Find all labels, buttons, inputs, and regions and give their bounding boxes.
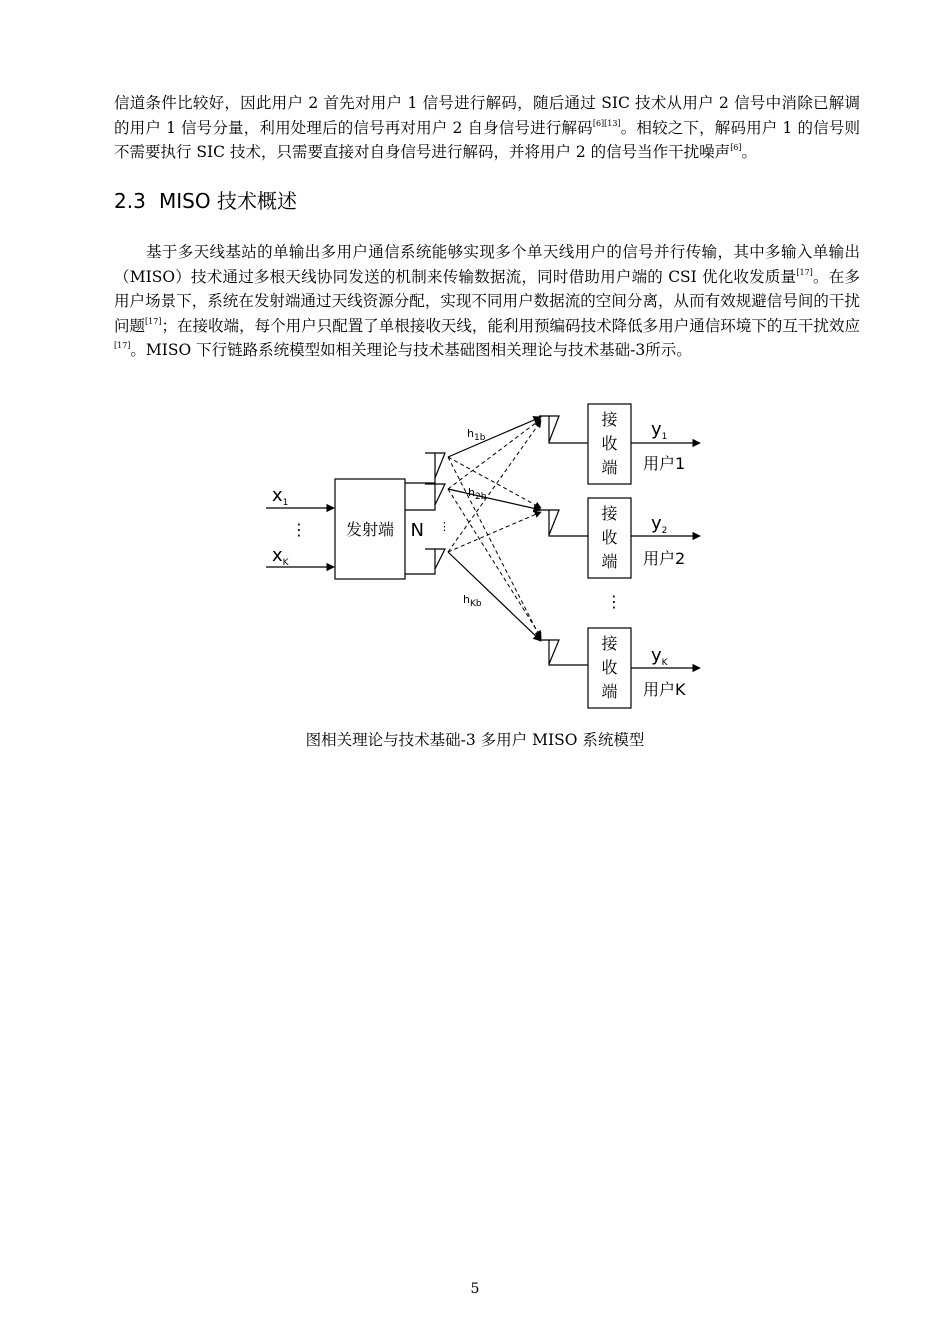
output-label-1: $y_1$ — [651, 419, 668, 442]
receiver-label: 接 — [601, 410, 618, 429]
interference-path — [448, 457, 541, 508]
channel-label-hkb: $h_{Kb}$ — [463, 593, 482, 609]
channel-label-h1b: $h_{1b}$ — [467, 427, 486, 443]
rx-antenna-icon — [539, 416, 559, 442]
interference-path — [448, 419, 541, 489]
input-label-1: $x_1$ — [272, 485, 289, 508]
user-label-2: 用户2 — [643, 549, 686, 568]
citation: [17] — [796, 267, 813, 277]
channel-label-h2b: $h_{2b}$ — [468, 486, 487, 502]
section-number: 2.3 — [114, 189, 146, 213]
section-title: MISO 技术概述 — [159, 189, 297, 213]
channel-h1b — [448, 417, 541, 457]
antenna-vdots: ⋮ — [439, 520, 450, 533]
paragraph-miso-overview: 基于多天线基站的单输出多用户通信系统能够实现多个单天线用户的信号并行传输，其中多输入单输出（MISO）技术通过多根天线协同发送的机制来传输数据流，同时借助用户端的 CSI 优化收发质量[17]。在多用户场景下，系统在发射端通过天线资源分配，实现不同用户数据流的空间分离，从而有效规避信号间的干扰问题[17]；在接收端，每个用户只配置了单根接收天线，能利用预编码技术降低多用户通信环境下的互干扰效应[17]。MISO 下行链路系统模型如相关理论与技术基础图相关理论与技术基础-3所示。 — [114, 243, 860, 359]
rx-antenna-icon — [539, 640, 559, 664]
section-heading — [114, 186, 297, 216]
interference-path — [448, 489, 541, 637]
rx-feed-1 — [549, 442, 588, 443]
receiver-label: 接 — [601, 634, 618, 653]
user-label-1: 用户1 — [643, 454, 686, 473]
channel-hkb — [448, 552, 541, 641]
user-label-k: 用户K — [643, 680, 686, 699]
citation: [17] — [145, 316, 162, 326]
antenna-count-label: N — [410, 520, 424, 541]
rx-feed-2 — [549, 535, 588, 536]
receiver-vdots: ⋮ — [606, 592, 622, 611]
tx-antenna-icon — [425, 484, 445, 505]
miso-system-diagram — [262, 402, 712, 720]
tx-feed-3 — [405, 569, 435, 574]
receiver-label: 收 — [601, 658, 618, 677]
receiver-label: 收 — [601, 434, 618, 453]
tx-feed-2 — [405, 505, 435, 510]
receiver-label: 端 — [601, 682, 618, 701]
rx-antenna-icon — [539, 510, 559, 535]
tx-feed-1 — [405, 478, 435, 483]
tx-antenna-icon — [425, 453, 445, 478]
transmitter-label: 发射端 — [345, 520, 395, 539]
receiver-label: 端 — [601, 552, 618, 571]
channel-h2b — [448, 489, 541, 510]
citation: [6][13] — [592, 118, 621, 128]
tx-antenna-icon — [425, 549, 445, 569]
receiver-label: 端 — [601, 458, 618, 477]
paragraph-sic-decoding: 信道条件比较好，因此用户 2 首先对用户 1 信号进行解码，随后通过 SIC 技术从用户 2 信号中消除已解调的用户 1 信号分量，利用处理后的信号再对用户 2 自身信号进行解码[6][13]。相较之下，解码用户 1 的信号则不需要执行 SIC 技术，只需要直接对自身信号进行解码，并将用户 2 的信号当作干扰噪声[6]。 — [114, 94, 861, 161]
citation: [6] — [730, 143, 742, 152]
input-vdots: ⋮ — [291, 520, 307, 539]
output-label-k: $y_K$ — [651, 645, 668, 668]
citation: [17] — [114, 341, 131, 350]
page-number: 5 — [470, 1281, 480, 1297]
output-label-2: $y_2$ — [651, 513, 668, 536]
input-label-k: $x_K$ — [272, 545, 289, 568]
figure-caption: 图相关理论与技术基础-3 多用户 MISO 系统模型 — [305, 731, 645, 749]
receiver-label: 收 — [601, 528, 618, 547]
receiver-label: 接 — [601, 504, 618, 523]
interference-path — [448, 457, 541, 639]
rx-feed-k — [549, 664, 588, 665]
